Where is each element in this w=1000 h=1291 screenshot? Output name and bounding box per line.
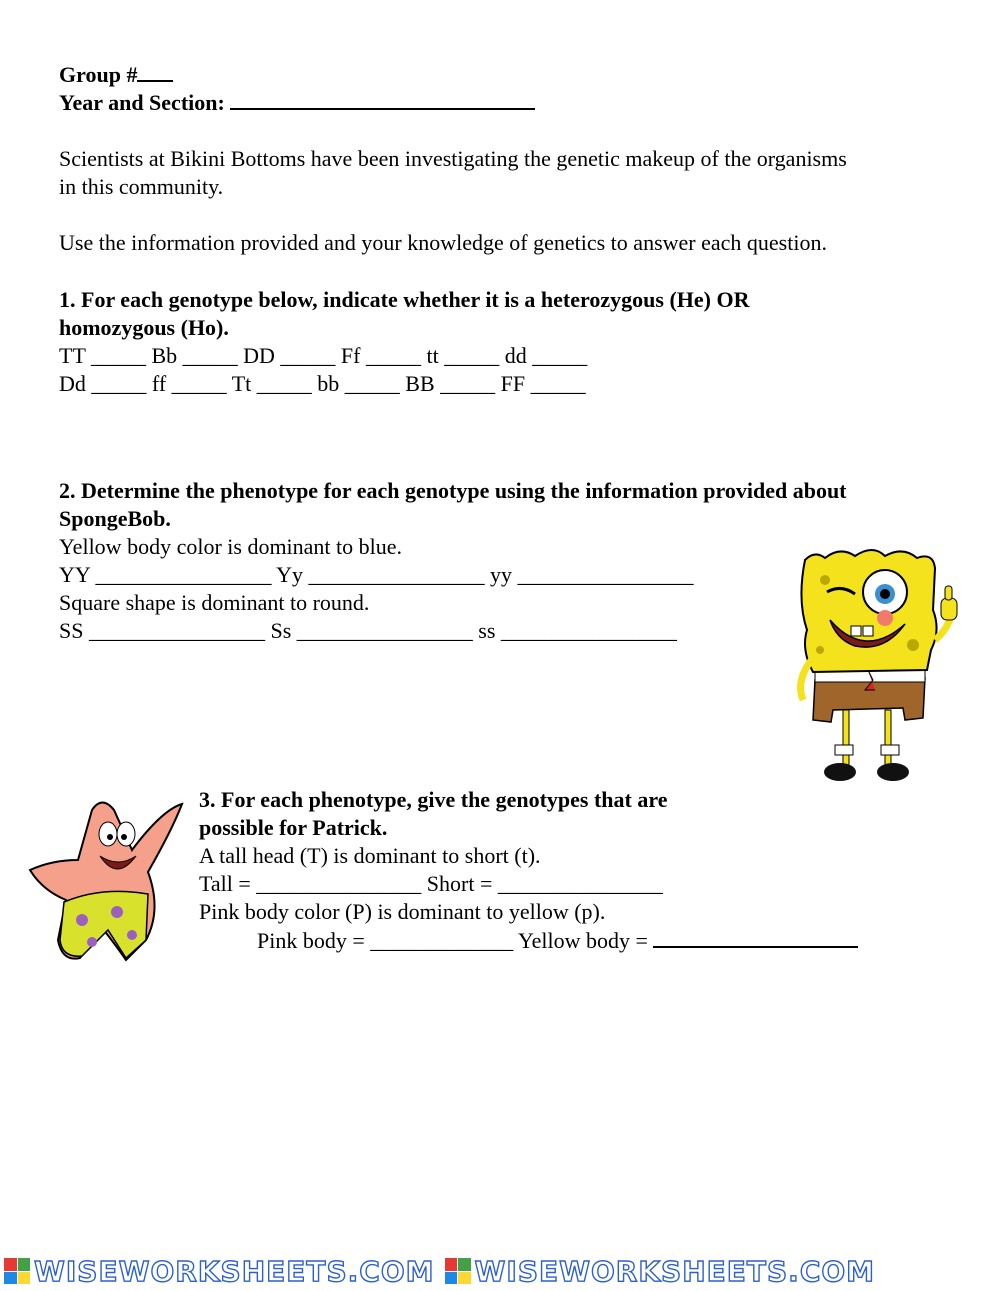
q3-title-line-1: 3. For each phenotype, give the genotypes that are <box>199 787 668 812</box>
logo-icon <box>445 1258 471 1284</box>
q3-rule-2: Pink body color (P) is dominant to yellow (p). <box>199 899 606 924</box>
brand-text-1: WISEWORKSHEETS.COM <box>34 1254 435 1288</box>
q2-rule-2: Square shape is dominant to round. <box>59 590 370 615</box>
year-section-line <box>59 88 535 117</box>
spongebob-image <box>785 540 965 790</box>
q1-row-1[interactable]: TT _____ Bb _____ DD _____ Ff _____ tt _____ dd _____ <box>59 343 588 368</box>
footer-watermark <box>0 1254 1000 1288</box>
group-blank[interactable] <box>137 60 173 82</box>
intro-line-1: Scientists at Bikini Bottoms have been investigating the genetic makeup of the organisms <box>59 146 847 171</box>
q3-row-2[interactable] <box>257 926 858 955</box>
patrick-image <box>22 790 192 970</box>
brand-2 <box>445 1255 876 1288</box>
q2-row-1[interactable]: YY ________________ Yy ________________ yy ________________ <box>59 562 694 587</box>
year-section-blank[interactable] <box>230 88 535 110</box>
q3-rule-1: A tall head (T) is dominant to short (t). <box>199 843 541 868</box>
logo-icon <box>4 1258 30 1284</box>
q1-row-2[interactable]: Dd _____ ff _____ Tt _____ bb _____ BB _____ FF _____ <box>59 371 586 396</box>
q1-title-line-1: 1. For each genotype below, indicate whether it is a heterozygous (He) OR <box>59 287 750 312</box>
group-label: Group # <box>59 62 138 87</box>
q3-title-line-2: possible for Patrick. <box>199 815 388 840</box>
q2-rule-1: Yellow body color is dominant to blue. <box>59 534 403 559</box>
year-section-label: Year and Section: <box>59 90 231 115</box>
q2-title-line-1: 2. Determine the phenotype for each genotype using the information provided about <box>59 478 847 503</box>
q3-row-2-text: Pink body = _____________ Yellow body = <box>257 928 654 953</box>
yellow-body-blank[interactable] <box>653 926 858 948</box>
instruction: Use the information provided and your knowledge of genetics to answer each question. <box>59 230 827 255</box>
q2-title-line-2: SpongeBob. <box>59 506 171 531</box>
brand-1 <box>4 1255 435 1288</box>
brand-text-2: WISEWORKSHEETS.COM <box>474 1254 876 1288</box>
group-line <box>59 60 173 89</box>
intro-line-2: in this community. <box>59 174 224 199</box>
q1-title-line-2: homozygous (Ho). <box>59 315 229 340</box>
q3-row-1[interactable]: Tall = _______________ Short = _______________ <box>199 871 663 896</box>
q2-row-2[interactable]: SS ________________ Ss ________________ ss ________________ <box>59 618 677 643</box>
